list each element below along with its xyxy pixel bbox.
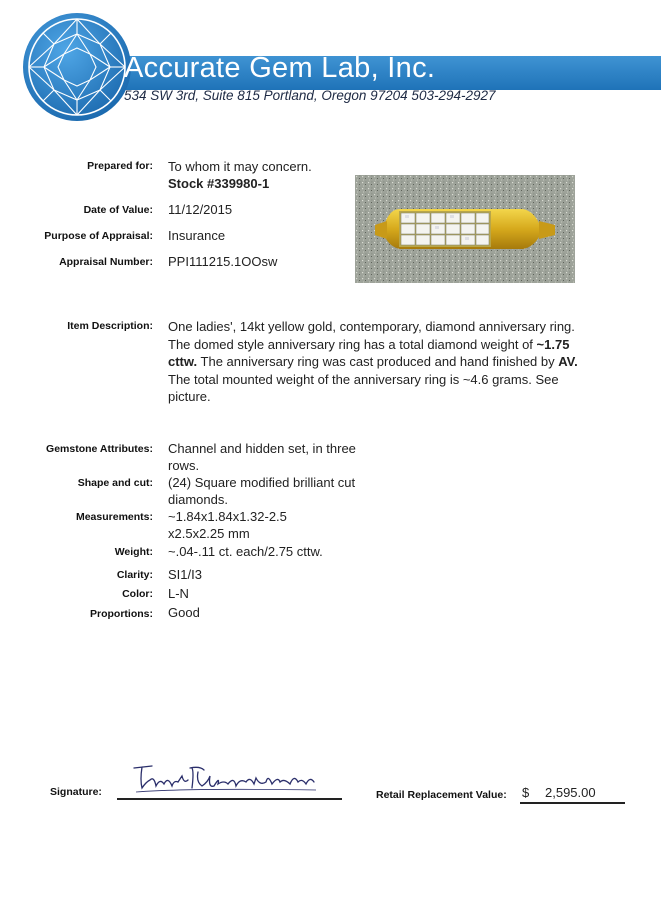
measurements-value: ~1.84x1.84x1.32-2.5x2.5x2.25 mm — [168, 509, 287, 541]
description-text-2: The anniversary ring was cast produced and hand finished by — [197, 354, 559, 369]
date-of-value: 11/12/2015 — [168, 202, 233, 217]
description-text-1: One ladies', 14kt yellow gold, contemporary, diamond anniversary ring. The domed style anniversary ring has a total diamond weight of — [168, 319, 575, 352]
item-description — [168, 318, 588, 406]
stock-number: Stock #339980-1 — [168, 176, 270, 191]
appraisal-number-label: Appraisal Number: — [59, 256, 153, 268]
shape-and-cut-label: Shape and cut: — [77, 477, 153, 489]
weight-value: ~.04-.11 ct. each/2.75 cttw. — [168, 544, 323, 559]
weight-label: Weight: — [114, 546, 153, 558]
description-maker: AV. — [558, 354, 578, 369]
proportions-label: Proportions: — [90, 608, 153, 620]
retail-replacement-label: Retail Replacement Value: — [376, 789, 507, 801]
description-weight: ~1.75 cttw. — [168, 336, 570, 369]
diamond-logo-icon — [22, 12, 132, 122]
ring-photo — [355, 175, 575, 283]
prepared-for-label: Prepared for: — [87, 160, 153, 172]
item-description-label: Item Description: — [67, 320, 153, 332]
gemstone-attributes-value: Channel and hidden set, in three rows. — [168, 441, 356, 473]
appraisal-number: PPI111215.1OOsw — [168, 254, 278, 269]
company-address: 534 SW 3rd, Suite 815 Portland, Oregon 97204 503-294-2927 — [124, 88, 496, 103]
gemstone-attributes-label: Gemstone Attributes: — [46, 443, 153, 455]
handwritten-signature — [130, 758, 330, 798]
date-of-value-label: Date of Value: — [83, 204, 153, 216]
proportions-value: Good — [168, 605, 200, 620]
description-text-3: The total mounted weight of the anniversary ring is ~4.6 grams. See picture. — [168, 371, 559, 404]
measurements-label: Measurements: — [75, 511, 153, 523]
color-label: Color: — [122, 588, 153, 600]
retail-replacement-value: 2,595.00 — [545, 785, 596, 800]
clarity-value: SI1/I3 — [168, 567, 202, 582]
prepared-for-value: To whom it may concern. — [168, 159, 312, 174]
purpose-value: Insurance — [168, 228, 226, 243]
color-value: L-N — [168, 586, 189, 601]
purpose-label: Purpose of Appraisal: — [44, 230, 153, 242]
value-line — [520, 802, 625, 804]
currency-symbol: $ — [522, 785, 530, 800]
signature-label: Signature: — [50, 786, 102, 798]
company-name: Accurate Gem Lab, Inc. — [124, 52, 436, 84]
clarity-label: Clarity: — [116, 569, 153, 581]
signature-line — [117, 798, 342, 800]
shape-and-cut-value: (24) Square modified brilliant cut diamonds. — [168, 475, 356, 507]
